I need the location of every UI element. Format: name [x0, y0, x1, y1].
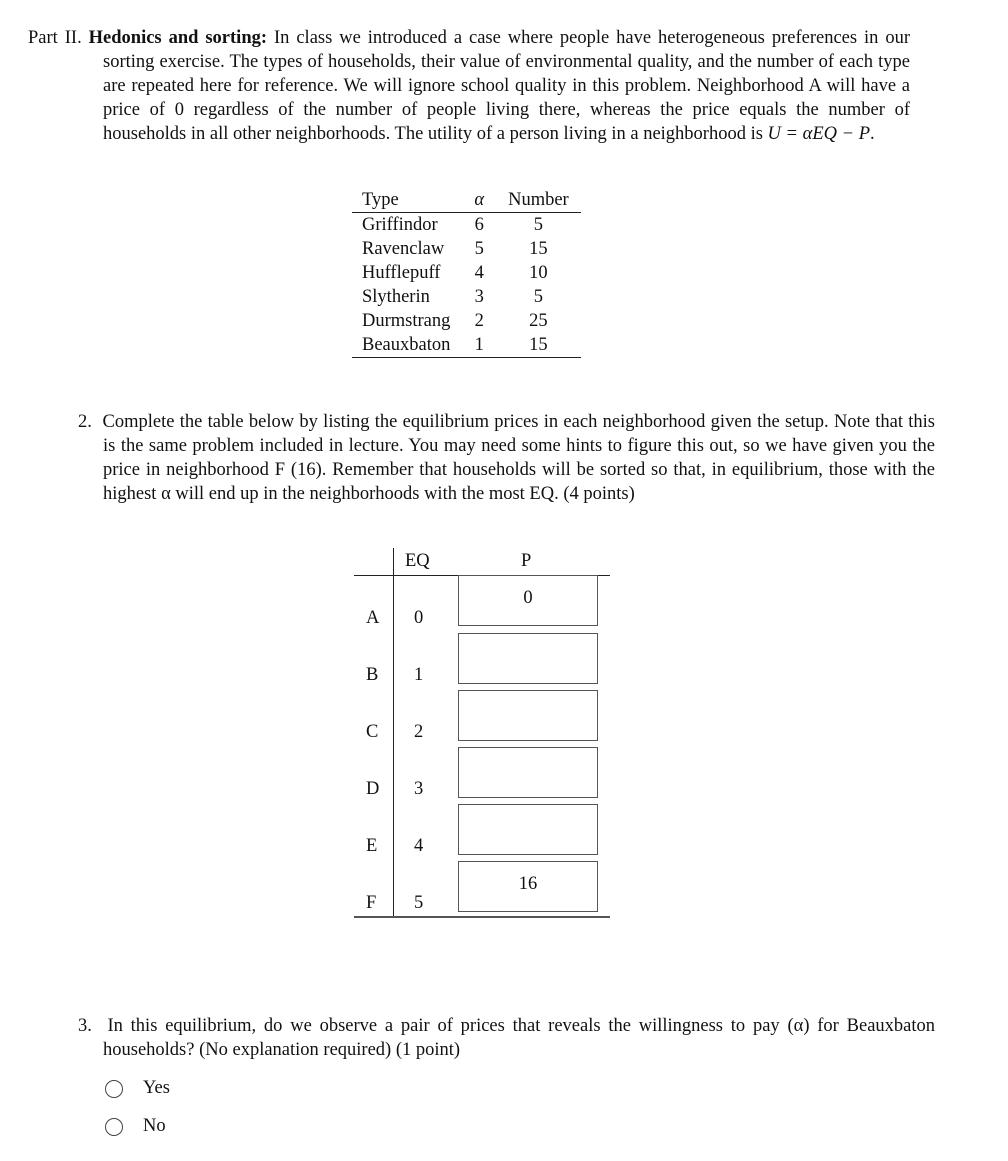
question-2 [78, 410, 935, 506]
col-eq: EQ [405, 551, 430, 571]
table-row: Slytherin 3 5 [362, 287, 544, 307]
question-text: Complete the table below by listing the equilibrium prices in each neighborhood given the setup. Note that this is the same problem included in lecture. You may need some hints to figure this out, so we have given you the price in neighborhood F (16). Remember that households will be sorted so that, in equilibrium, those with the highest α will end up in the neighborhoods with the most EQ. (4 points) [102, 412, 935, 504]
intro-text: In class we introduced a case where people have heterogeneous preferences in our sorting exercise. The types of households, their value of environmental quality, and the number of each type are repeated here for reference. We will ignore school quality in this problem. Neighborhood A will have a price of 0 regardless of the number of people living there, whereas the price equals the number of households in all other neighborhoods. The utility of a person living in a neighborhood is [103, 28, 911, 144]
question-3 [78, 1014, 935, 1062]
eq-value: 2 [414, 722, 424, 742]
part-label: Part II. [28, 28, 82, 48]
radio-icon[interactable] [105, 1118, 123, 1136]
question-number: 3. [78, 1016, 92, 1036]
row-label: F [366, 893, 377, 913]
option-label: No [143, 1116, 166, 1136]
divider [354, 916, 610, 918]
row-label: D [366, 779, 380, 799]
eq-value: 1 [414, 665, 424, 685]
price-input-b[interactable] [458, 633, 598, 684]
col-number: Number [496, 188, 581, 213]
radio-icon[interactable] [105, 1080, 123, 1098]
table-row: Griffindor 6 5 [362, 215, 544, 235]
part-title: Hedonics and sorting: [88, 28, 268, 48]
price-input-a[interactable]: 0 [458, 575, 598, 626]
option-label: Yes [143, 1078, 170, 1098]
table-row: Durmstrang 2 25 [362, 311, 548, 331]
table-row: Beauxbaton 1 15 [352, 333, 581, 358]
question-number: 2. [78, 412, 92, 432]
table-row: Ravenclaw 5 15 [362, 239, 548, 259]
price-input-c[interactable] [458, 690, 598, 741]
utility-formula: U = αEQ − P [767, 124, 871, 144]
eq-value: 3 [414, 779, 424, 799]
option-yes[interactable] [105, 1078, 170, 1099]
eq-value: 5 [414, 893, 424, 913]
table-row: Hufflepuff 4 10 [362, 263, 548, 283]
types-table [352, 188, 581, 358]
col-alpha: α [462, 188, 496, 213]
price-table [354, 548, 610, 918]
row-label: C [366, 722, 379, 742]
divider [393, 548, 394, 918]
row-label: A [366, 608, 380, 628]
eq-value: 0 [414, 608, 424, 628]
price-input-d[interactable] [458, 747, 598, 798]
question-text: In this equilibrium, do we observe a pair of prices that reveals the willingness to pay (α) for Beauxbaton households? (No explanation required) (1 point) [103, 1016, 936, 1060]
row-label: E [366, 836, 378, 856]
row-label: B [366, 665, 379, 685]
price-input-e[interactable] [458, 804, 598, 855]
intro-paragraph [28, 26, 910, 146]
intro-end: . [870, 124, 875, 144]
price-input-f[interactable]: 16 [458, 861, 598, 912]
col-p: P [521, 551, 532, 571]
col-type: Type [352, 188, 462, 213]
eq-value: 4 [414, 836, 424, 856]
option-no[interactable] [105, 1116, 166, 1137]
